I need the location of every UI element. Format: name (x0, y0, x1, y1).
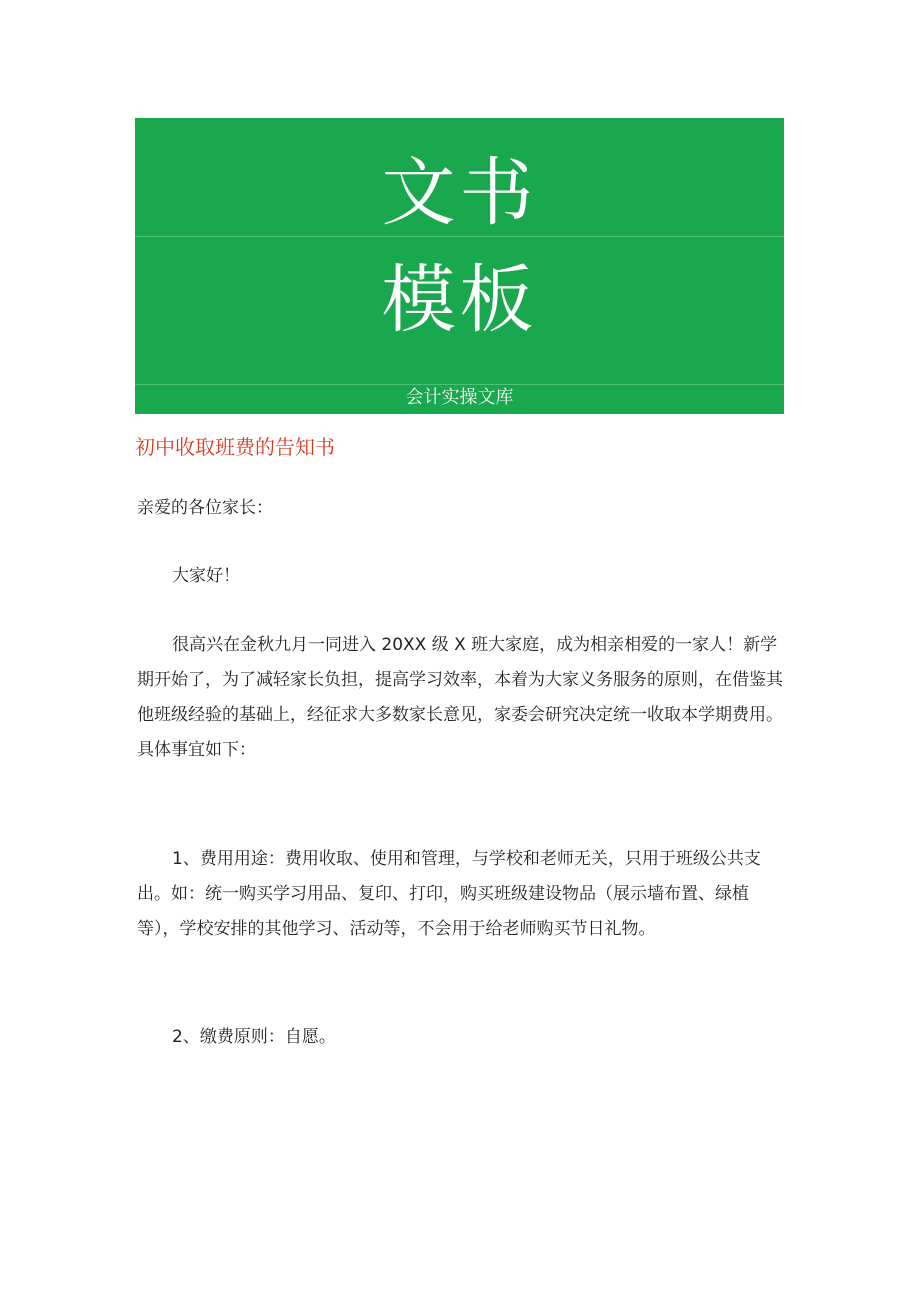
salutation: 亲爱的各位家长： (137, 498, 273, 518)
list-item-usage-text: 1、费用用途：费用收取、使用和管理，与学校和老师无关，只用于班级公共支出。如：统一购买学习用品、复印、打印，购买班级建设物品（展示墙布置、绿植等），学校安排的其他学习、活动等，不会用于给老师购买节日礼物。 (137, 849, 761, 939)
body-paragraph (137, 628, 787, 768)
cover-banner (135, 118, 784, 414)
banner-divider (135, 384, 784, 385)
list-item-usage (137, 842, 787, 947)
banner-title-line2: 模板 (381, 257, 538, 343)
list-item-principle: 2、缴费原则：自愿。 (172, 1027, 336, 1047)
banner-title-line1: 文书 (381, 150, 538, 236)
body-paragraph-text: 很高兴在金秋九月一同进入 20XX 级 X 班大家庭，成为相亲相爱的一家人！新学期开始了，为了减轻家长负担，提高学习效率，本着为大家义务服务的原则，在借鉴其他班级经验的基础上，经征求大多数家长意见，家委会研究决定统一收取本学期费用。具体事宜如下： (137, 635, 783, 760)
banner-footer: 会计实操文库 (405, 387, 514, 408)
greeting: 大家好！ (172, 566, 240, 586)
banner-divider (135, 236, 784, 237)
document-title: 初中收取班费的告知书 (135, 435, 335, 459)
